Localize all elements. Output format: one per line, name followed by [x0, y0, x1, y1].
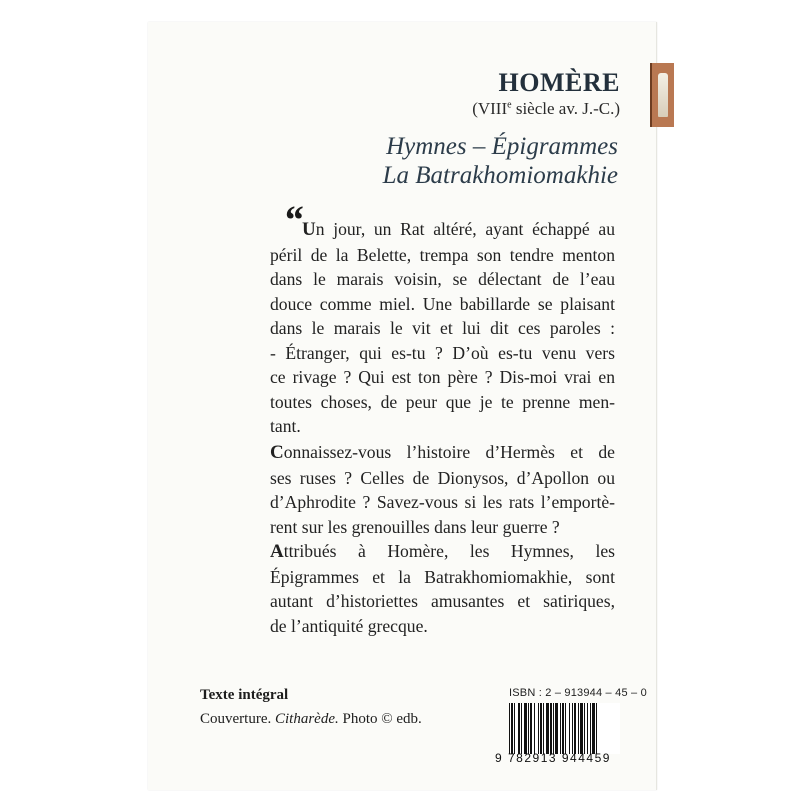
quote-line: douce comme miel. Une babillarde se plaisant	[270, 293, 615, 314]
quote-line: tant.	[270, 416, 301, 436]
dates-superscript: e	[507, 99, 512, 111]
credit-suffix: Photo © edb.	[338, 711, 422, 727]
quote-line: péril de la Belette, trempa son tendre menton	[270, 244, 615, 265]
quote-line: dans le marais le vit et lui dit ces paroles :	[270, 318, 615, 338]
dates-suffix: siècle av. J.-C.)	[511, 99, 620, 118]
quote-line: - Étranger, qui es-tu ? D’où es-tu venu vers	[270, 342, 615, 363]
quote-line: ce rivage ? Qui est ton père ? Dis-moi vrai en	[270, 367, 615, 387]
quote-line: dans le marais voisin, se délectant de l’eau	[270, 269, 615, 289]
cover-figure-thumbnail	[658, 73, 668, 117]
blurb-line: de l’antiquité grecque.	[270, 615, 428, 636]
book-title-line-2: La Batrakhomiomakhie	[382, 162, 618, 189]
dates-prefix: (VIII	[472, 99, 508, 118]
open-quote-mark: “	[283, 197, 303, 242]
cover-credit	[200, 711, 422, 728]
excerpt-quote	[270, 217, 615, 439]
quote-line	[270, 217, 615, 243]
blurb-line: autant d’historiettes amusantes et satiriques,	[270, 591, 615, 611]
barcode-image	[509, 703, 620, 754]
blurb-line	[270, 539, 615, 565]
blurb-line: ses ruses ? Celles de Dionysos, d’Apollon ou	[270, 467, 615, 488]
blurb-line-text: onnaissez-vous l’histoire d’Hermès et de	[283, 442, 615, 462]
author-dates	[472, 99, 620, 119]
blurb-line	[270, 440, 615, 466]
credit-artwork-title: Citharède.	[274, 711, 339, 727]
blurb-line-text: ttribués à Homère, les Hymnes, les	[283, 541, 615, 561]
barcode-bars	[509, 703, 620, 754]
edition-label: Texte intégral	[200, 687, 289, 703]
front-cover-edge	[650, 63, 674, 127]
blurb-line: rent sur les grenouilles dans leur guerre ?	[270, 516, 560, 537]
isbn-label: ISBN : 2 – 913944 – 45 – 0	[509, 687, 647, 699]
barcode-digits: 9 782913 944459	[495, 751, 611, 765]
drop-letter: C	[270, 442, 284, 463]
blurb	[270, 440, 615, 638]
blurb-line: Épigrammes et la Batrakhomiomakhie, sont	[270, 566, 615, 587]
quote-line-text: n jour, un Rat altéré, ayant échappé au	[315, 219, 615, 239]
drop-letter: A	[270, 541, 284, 562]
quote-line: toutes choses, de peur que je te prenne men-	[270, 391, 615, 412]
book-title-line-1: Hymnes – Épigrammes	[386, 133, 618, 160]
credit-prefix: Couverture.	[200, 711, 275, 727]
drop-letter: U	[302, 219, 316, 240]
author-name: HOMÈRE	[498, 68, 620, 97]
blurb-line: d’Aphrodite ? Savez-vous si les rats l’emportè-	[270, 492, 615, 512]
